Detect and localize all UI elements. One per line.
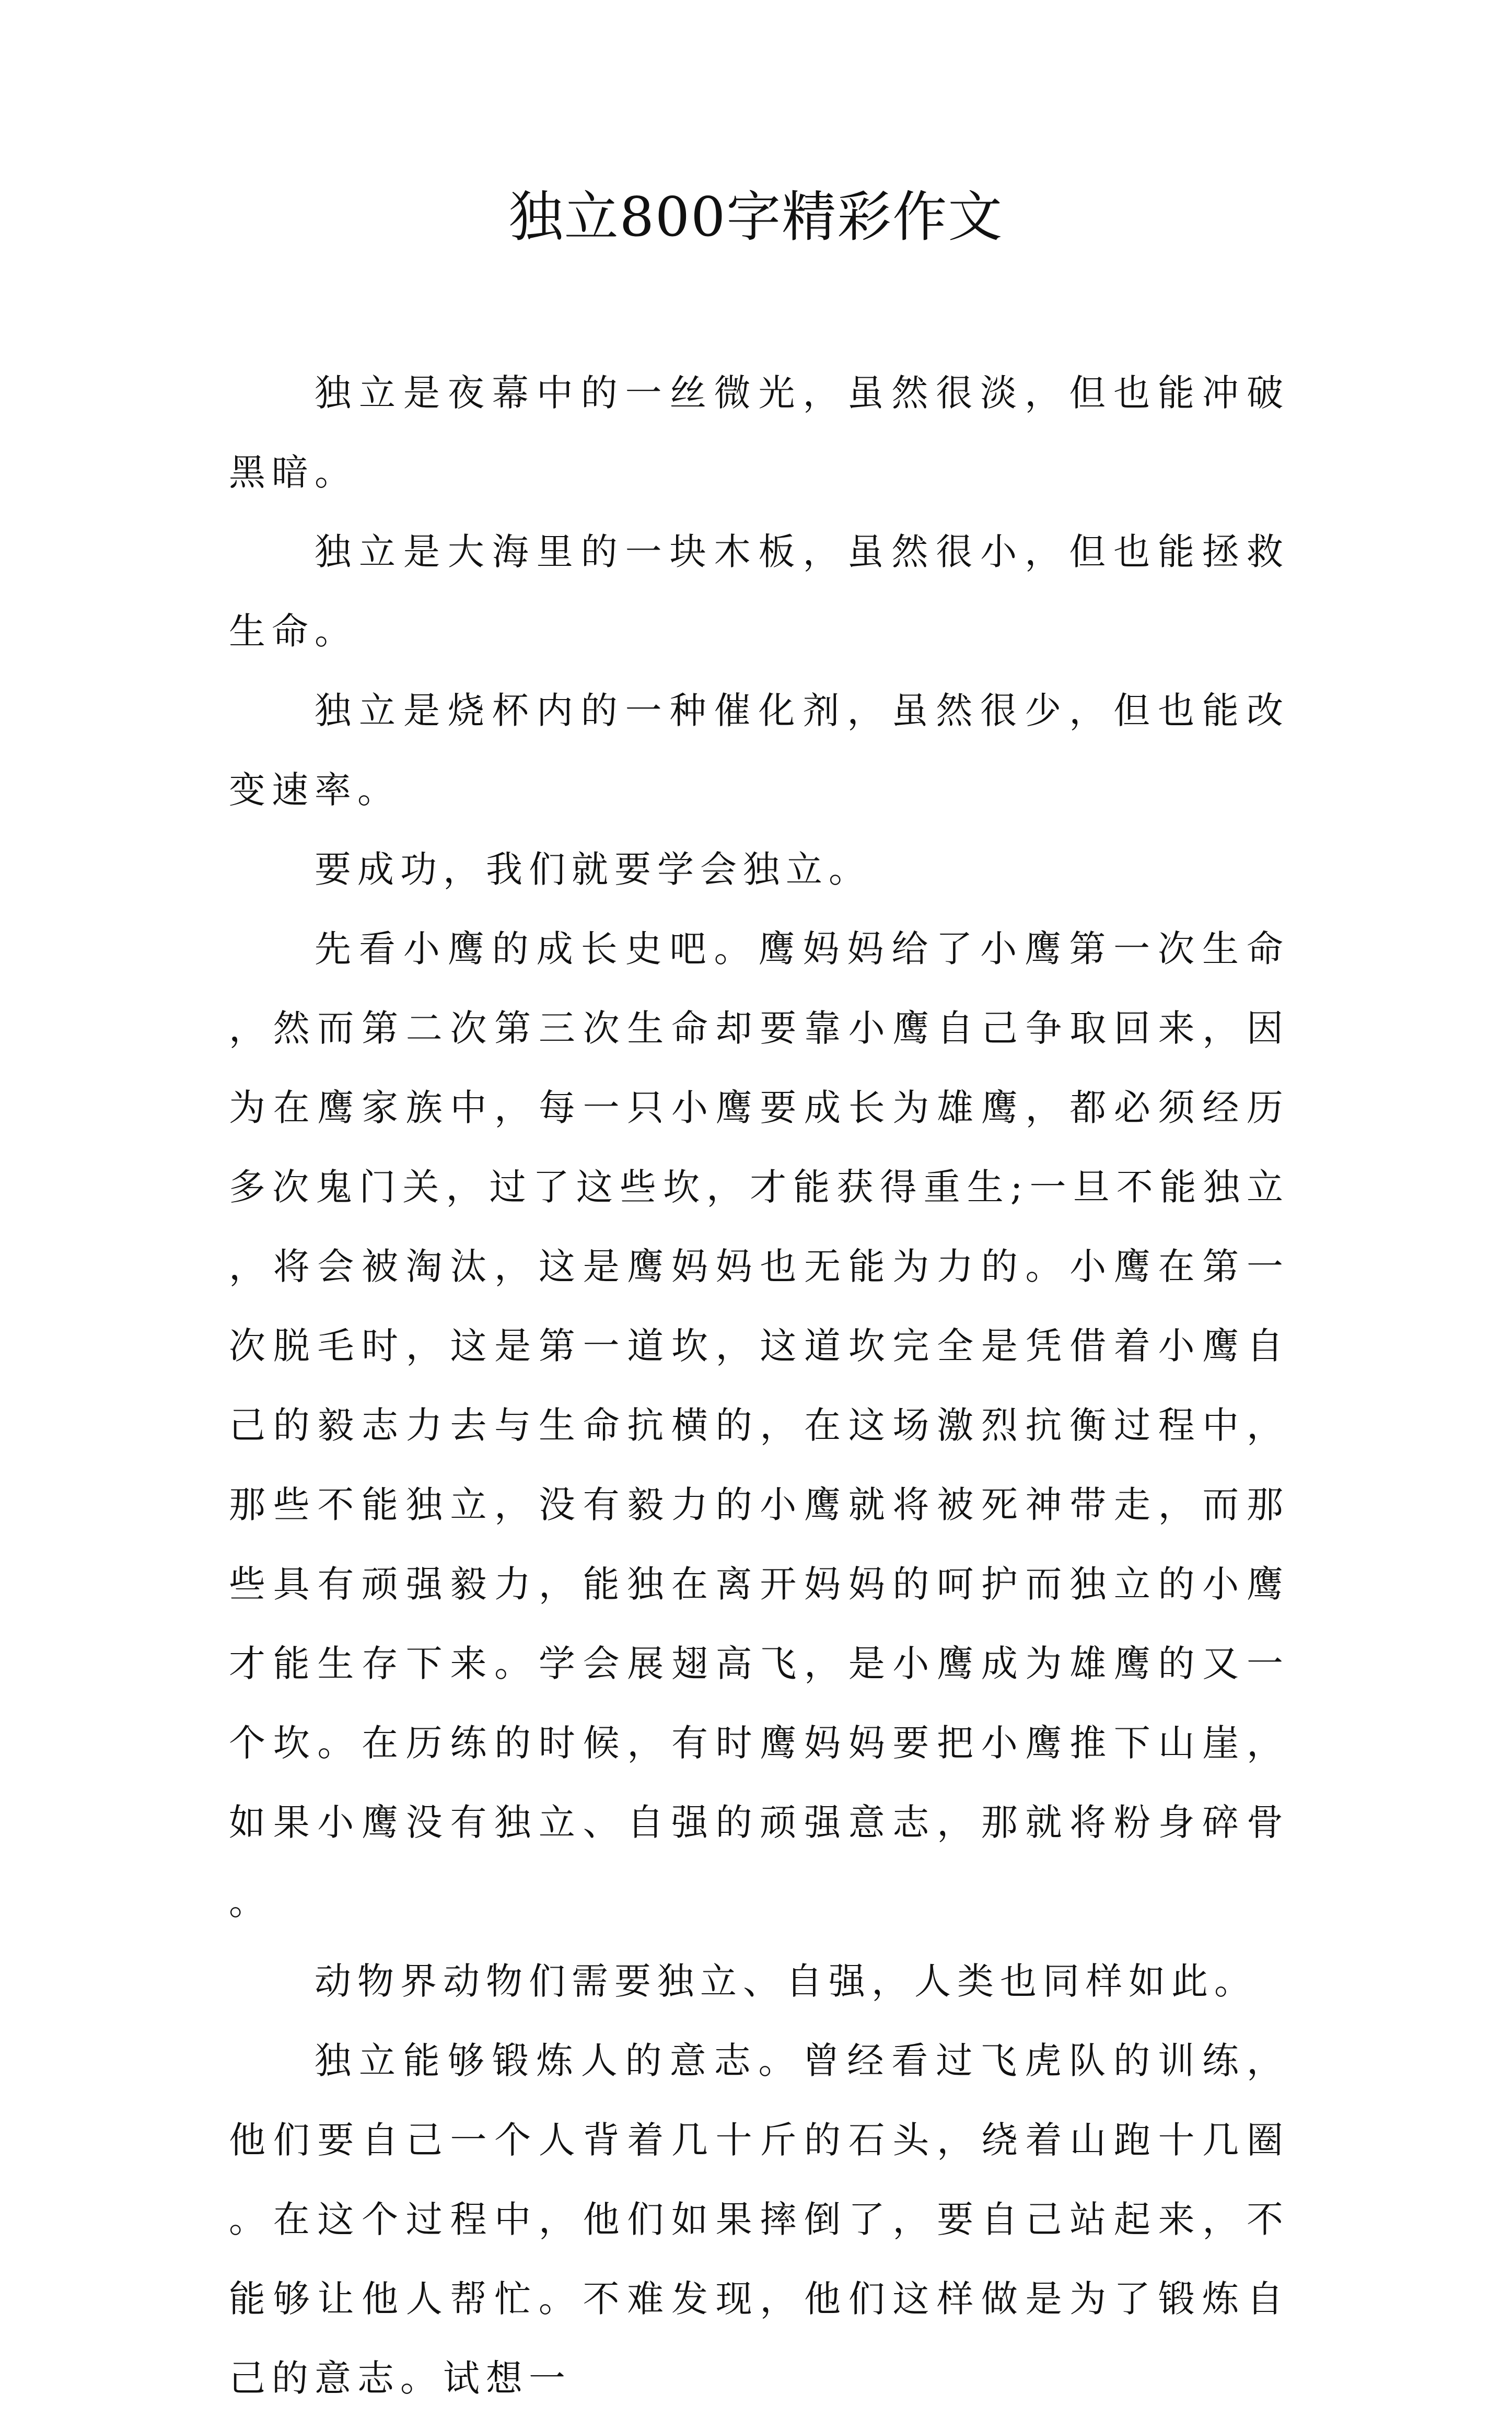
paragraph: 独立能够锻炼人的意志。曾经看过飞虎队的训练，他们要自己一个人背着几十斤的石头，绕着山跑十几圈。在这个过程中，他们如果摔倒了，要自己站起来，不能够让他人帮忙。不难发现，他们这样做是为了锻炼自己的意志。试想一: [229, 2039, 1289, 2400]
document-body: [229, 353, 1289, 2418]
paragraph: 要成功，我们就要学会独立。: [315, 848, 871, 891]
paragraph: 独立是夜幕中的一丝微光，虽然很淡，但也能冲破黑暗。: [229, 371, 1289, 494]
paragraph: 动物界动物们需要独立、自强，人类也同样如此。: [315, 1960, 1257, 2003]
paragraph: 独立是大海里的一块木板，虽然很小，但也能拯救生命。: [229, 530, 1289, 653]
document-title: 独立800字精彩作文: [508, 185, 1004, 249]
paragraph: 先看小鹰的成长史吧。鹰妈妈给了小鹰第一次生命，然而第二次第三次生命却要靠小鹰自己争取回来，因为在鹰家族中，每一只小鹰要成长为雄鹰，都必须经历多次鬼门关，过了这些坎，才能获得重生;一旦不能独立，将会被淘汰，这是鹰妈妈也无能为力的。小鹰在第一次脱毛时，这是第一道坎，这道坎完全是凭借着小鹰自己的毅志力去与生命抗横的，在这场激烈抗衡过程中，那些不能独立，没有毅力的小鹰就将被死神带走，而那些具有顽强毅力，能独在离开妈妈的呵护而独立的小鹰才能生存下来。学会展翅高飞，是小鹰成为雄鹰的又一个坎。在历练的时候，有时鹰妈妈要把小鹰推下山崖，如果小鹰没有独立、自强的顽强意志，那就将粉身碎骨。: [229, 927, 1289, 1923]
paragraph: 独立是烧杯内的一种催化剂，虽然很少，但也能改变速率。: [229, 689, 1289, 811]
